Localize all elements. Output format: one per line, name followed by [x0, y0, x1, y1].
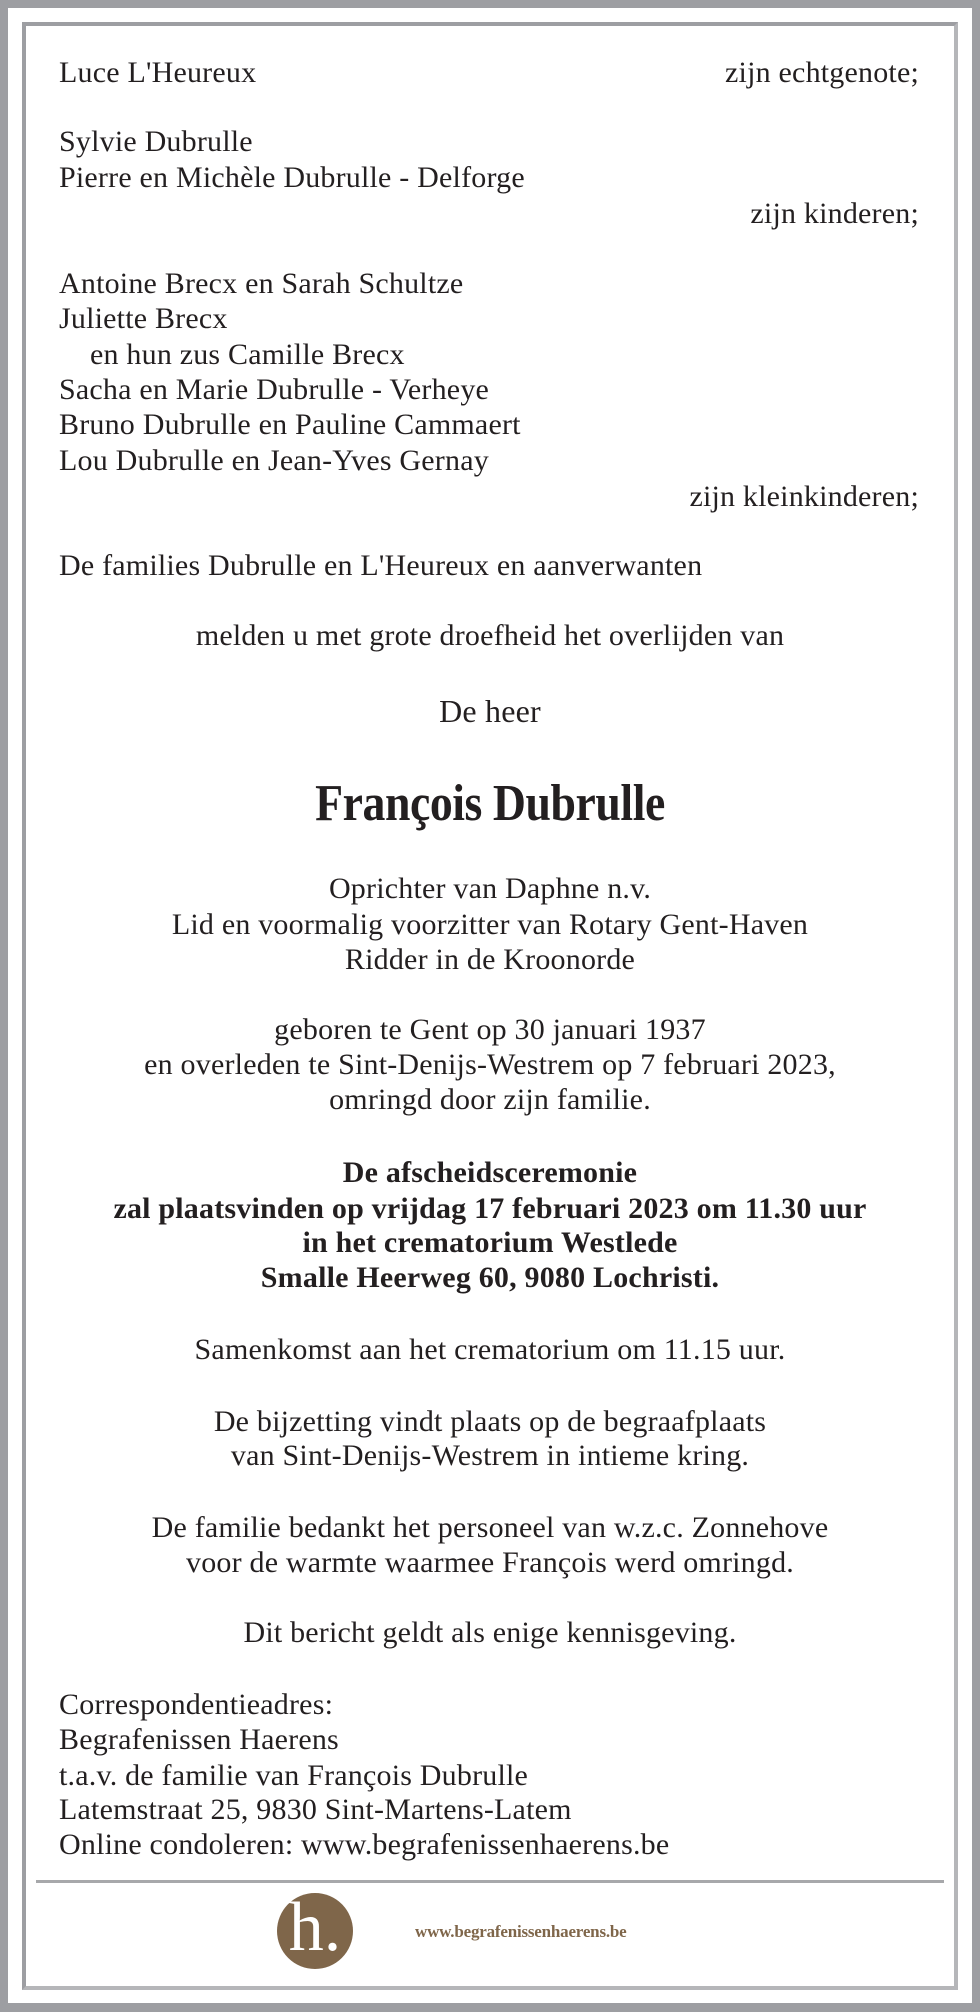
grandchild-name: en hun zus Camille Brecx — [90, 338, 405, 371]
child-name: Pierre en Michèle Dubrulle - Delforge — [59, 161, 525, 194]
life-line: en overleden te Sint-Denijs-Westrem op 7 februari 2023, — [144, 1048, 836, 1081]
notice-line: Dit bericht geldt als enige kennisgeving. — [243, 1616, 737, 1649]
grandchild-name: Bruno Dubrulle en Pauline Cammaert — [59, 408, 521, 441]
address-line: t.a.v. de familie van François Dubrulle — [59, 1759, 529, 1792]
ceremony-line: in het crematorium Westlede — [302, 1226, 678, 1259]
gathering-line: Samenkomst aan het crematorium om 11.15 uur. — [194, 1333, 786, 1366]
spouse-name: Luce L'Heureux — [59, 56, 257, 89]
address-line: Correspondentieadres: — [59, 1688, 334, 1721]
honorific: De heer — [439, 693, 541, 729]
grandchild-name: Sacha en Marie Dubrulle - Verheye — [59, 373, 490, 406]
address-line: Begrafenissen Haerens — [59, 1723, 339, 1756]
thanks-line: De familie bedankt het personeel van w.z.c. Zonnehove — [151, 1511, 829, 1544]
children-label: zijn kinderen; — [750, 197, 919, 230]
funeral-home-website[interactable]: www.begrafenissenhaerens.be — [415, 1922, 627, 1941]
announcement: melden u met grote droefheid het overlijden van — [195, 619, 785, 652]
thanks-line: voor de warmte waarmee François werd omringd. — [186, 1546, 794, 1579]
ceremony-line: De afscheidsceremonie — [342, 1156, 638, 1189]
child-name: Sylvie Dubrulle — [59, 125, 253, 158]
burial-line: van Sint-Denijs-Westrem in intieme kring. — [230, 1439, 750, 1472]
footer-divider — [36, 1880, 944, 1883]
families-line: De families Dubrulle en L'Heureux en aanverwanten — [59, 549, 703, 582]
ceremony-line: Smalle Heerweg 60, 9080 Lochristi. — [260, 1261, 720, 1294]
address-line: Latemstraat 25, 9830 Sint-Martens-Latem — [59, 1793, 572, 1826]
role-line: Ridder in de Kroonorde — [344, 943, 636, 976]
burial-line: De bijzetting vindt plaats op de begraafplaats — [213, 1405, 767, 1438]
deceased-name: François Dubrulle — [315, 775, 665, 832]
address-line: Online condoleren: www.begrafenissenhaerens.be — [59, 1828, 670, 1861]
grandchildren-label: zijn kleinkinderen; — [689, 480, 919, 513]
grandchild-name: Juliette Brecx — [59, 302, 228, 335]
role-line: Oprichter van Daphne n.v. — [328, 872, 652, 905]
life-line: omringd door zijn familie. — [329, 1083, 651, 1116]
grandchild-name: Lou Dubrulle en Jean-Yves Gernay — [59, 444, 489, 477]
funeral-home-logo: h. — [277, 1893, 353, 1969]
ceremony-line: zal plaatsvinden op vrijdag 17 februari 2023 om 11.30 uur — [113, 1192, 867, 1225]
role-line: Lid en voormalig voorzitter van Rotary Gent-Haven — [171, 908, 809, 941]
spouse-label: zijn echtgenote; — [725, 56, 919, 89]
grandchild-name: Antoine Brecx en Sarah Schultze — [59, 267, 464, 300]
life-line: geboren te Gent op 30 januari 1937 — [274, 1013, 706, 1046]
